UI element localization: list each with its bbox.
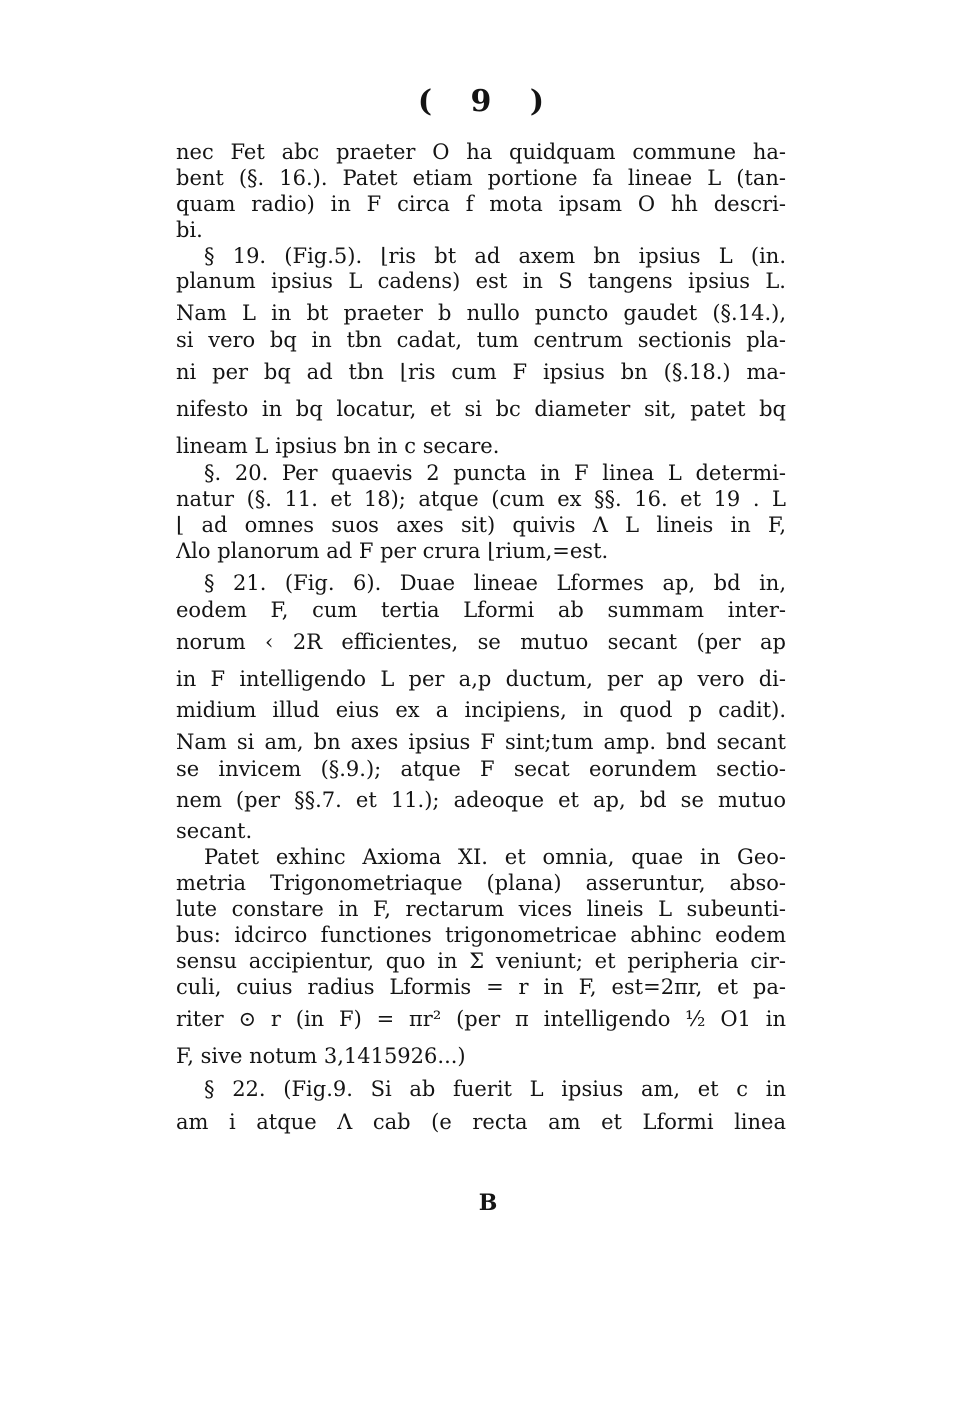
text-line: natur (§. 11. et 18); atque (cum ex §§. 16. et 19 . L [176, 487, 786, 512]
text-line: ⌊ ad omnes suos axes sit) quivis Λ L lineis in F, [176, 513, 786, 538]
text-line: sensu accipientur, quo in Σ veniunt; et peripheria cir- [176, 948, 786, 973]
text-line: nifesto in bq locatur, et si bc diameter sit, patet bq [176, 397, 786, 422]
text-line: bus: idcirco functiones trigonometricae abhinc eodem [176, 923, 786, 948]
section-20-heading: §. 20. Per quaevis 2 puncta in F linea L determi- [204, 461, 786, 486]
text-line: nem (per §§.7. et 11.); adeoque et ap, bd se mutuo [176, 788, 786, 813]
text-line: Nam si am, bn axes ipsius F sint;tum amp. bnd secant [176, 729, 786, 754]
section-19-heading: § 19. (Fig.5). ⌊ris bt ad axem bn ipsius L (in. [204, 243, 786, 268]
text-line: norum ‹ 2R efficientes, se mutuo secant (per ap [176, 629, 786, 654]
text-line: Λlo planorum ad F per crura ⌊rium,=est. [176, 538, 609, 563]
text-line: ni per bq ad tbn ⌊ris cum F ipsius bn (§.18.) ma- [176, 360, 786, 385]
text-line: Patet exhinc Axioma XI. et omnia, quae in Geo- [204, 845, 786, 870]
text-line: lute constare in F, rectarum vices lineis L subeunti- [176, 897, 786, 922]
text-line: nec Fet abc praeter O ha quidquam commune ha- [176, 140, 786, 164]
text-line: bent (§. 16.). Patet etiam portione fa lineae L (tan- [176, 165, 786, 190]
text-line: midium illud eius ex a incipiens, in quod p cadit). [176, 697, 786, 722]
text-line: F, sive notum 3,1415926...) [176, 1043, 466, 1068]
text-line: metria Trigonometriaque (plana) asseruntur, abso- [176, 871, 786, 896]
text-line: eodem F, cum tertia Lformi ab summam inter- [176, 597, 786, 622]
section-21-heading: § 21. (Fig. 6). Duae lineae Lformes ap, bd in, [204, 570, 786, 595]
text-line: secant. [176, 819, 253, 844]
text-line: si vero bq in tbn cadat, tum centrum sectionis pla- [176, 328, 786, 353]
text-line: Nam L in bt praeter b nullo puncto gaudet (§.14.), [176, 301, 786, 326]
text-line: riter ⊙ r (in F) = πr² (per π intelligendo ½ O1 in [176, 1006, 786, 1031]
text-line: planum ipsius L cadens) est in S tangens ipsius L. [176, 269, 786, 294]
page-number: ( 9 ) [417, 84, 559, 119]
body-text [176, 140, 786, 1141]
section-22-heading: § 22. (Fig.9. Si ab fuerit L ipsius am, et c in [204, 1076, 786, 1101]
text-line: quam radio) in F circa f mota ipsam O hh descri- [176, 191, 786, 216]
text-line: in F intelligendo L per a,p ductum, per ap vero di- [176, 666, 786, 691]
signature-mark: B [478, 1190, 498, 1216]
text-line: am i atque Λ cab (e recta am et Lformi linea [176, 1109, 786, 1134]
text-line: lineam L ipsius bn in c secare. [176, 434, 500, 459]
text-line: bi. [176, 217, 203, 242]
text-line: se invicem (§.9.); atque F secat eorundem sectio- [176, 756, 786, 781]
text-line: culi, cuius radius Lformis = r in F, est=2πr, et pa- [176, 974, 786, 999]
